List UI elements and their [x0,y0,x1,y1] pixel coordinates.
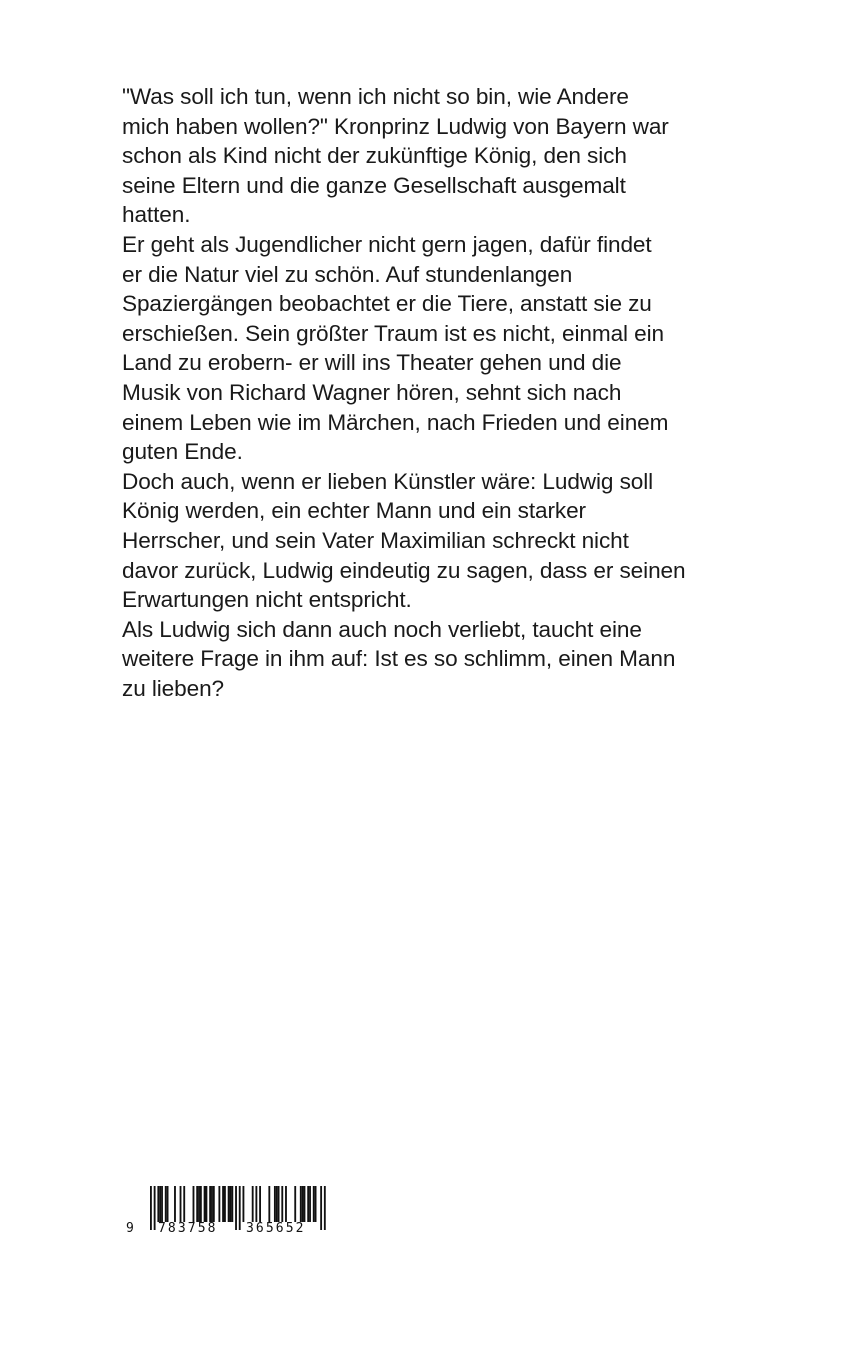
barcode-bar [231,1186,233,1222]
barcode-bar [200,1186,202,1222]
barcode-bar [196,1186,198,1222]
barcode-bar [313,1186,315,1222]
blurb-paragraph-4: Als Ludwig sich dann auch noch verliebt, taucht eine weitere Frage in ihm auf: Ist es so schlimm, einen Mann zu lieben? [122,616,676,701]
barcode-bar [252,1186,254,1222]
blurb-paragraph-3: Doch auch, wenn er lieben Künstler wäre: Ludwig soll König werden, ein echter Mann und ein starker Herrscher, und sein Vater Maximilian schreckt nicht davor zurück, Ludwig eindeutig zu sagen, dass er seinen Erwartungen nicht entspricht. [122,468,686,613]
barcode-bar [304,1186,306,1222]
barcode-bar [193,1186,195,1222]
barcode-bar [255,1186,257,1222]
barcode-bar [315,1186,317,1222]
barcode-bar [165,1186,167,1222]
barcode-guard-bar [239,1186,241,1230]
blurb-paragraph-1: "Was soll ich tun, wenn ich nicht so bin, wie Andere mich haben wollen?" Kronprinz Ludwig von Bayern war schon als Kind nicht der zukünftige König, den sich seine Eltern und die ganze Gesellschaft ausgemalt hatten. [122,84,669,228]
barcode-bar [161,1186,163,1222]
barcode-bar [204,1186,206,1222]
barcode-bar [157,1186,159,1222]
barcode-bar [206,1186,208,1222]
barcode-bar [278,1186,280,1222]
isbn-left-group: 783758 [158,1221,218,1236]
barcode-guard-bar [154,1186,156,1230]
barcode-bar [224,1186,226,1222]
barcode-bar [268,1186,270,1222]
barcode-bar [259,1186,261,1222]
back-cover-blurb [122,82,742,703]
barcode-bar [228,1186,230,1222]
barcode-bar [222,1186,224,1222]
barcode-bar [183,1186,185,1222]
barcode-guard-bar [324,1186,326,1230]
barcode-bar [230,1186,232,1222]
barcode-bar [211,1186,213,1222]
barcode-bar [276,1186,278,1222]
barcode-bar [307,1186,309,1222]
barcode-bar [180,1186,182,1222]
barcode-bar [174,1186,176,1222]
barcode-guard-bar [150,1186,152,1230]
barcode-bar [213,1186,215,1222]
isbn-right-group: 365652 [246,1221,306,1236]
barcode-guard-bar [320,1186,322,1230]
barcode-bar [198,1186,200,1222]
barcode-bar [300,1186,302,1222]
barcode-bar [302,1186,304,1222]
barcode-bar [285,1186,287,1222]
barcode-bar [294,1186,296,1222]
barcode-bar [274,1186,276,1222]
isbn-first-digit: 9 [126,1221,136,1236]
barcode-bar [309,1186,311,1222]
barcode-bar [159,1186,161,1222]
barcode-bar [281,1186,283,1222]
barcode-bar [167,1186,169,1222]
barcode-guard-bar [235,1186,237,1230]
blurb-paragraph-2: Er geht als Jugendlicher nicht gern jagen, dafür findet er die Natur viel zu schön. Auf stundenlangen Spaziergängen beobachtet er die Tiere, anstatt sie zu erschießen. Sein größter Traum ist es nicht, einmal ein Land zu erobern- er will ins Theater gehen und die Musik von Richard Wagner hören, sehnt sich nach einem Leben wie im Märchen, nach Frieden und einem guten Ende. [122,231,669,465]
barcode-bar [209,1186,211,1222]
barcode-bar [243,1186,245,1222]
barcode-bar [218,1186,220,1222]
